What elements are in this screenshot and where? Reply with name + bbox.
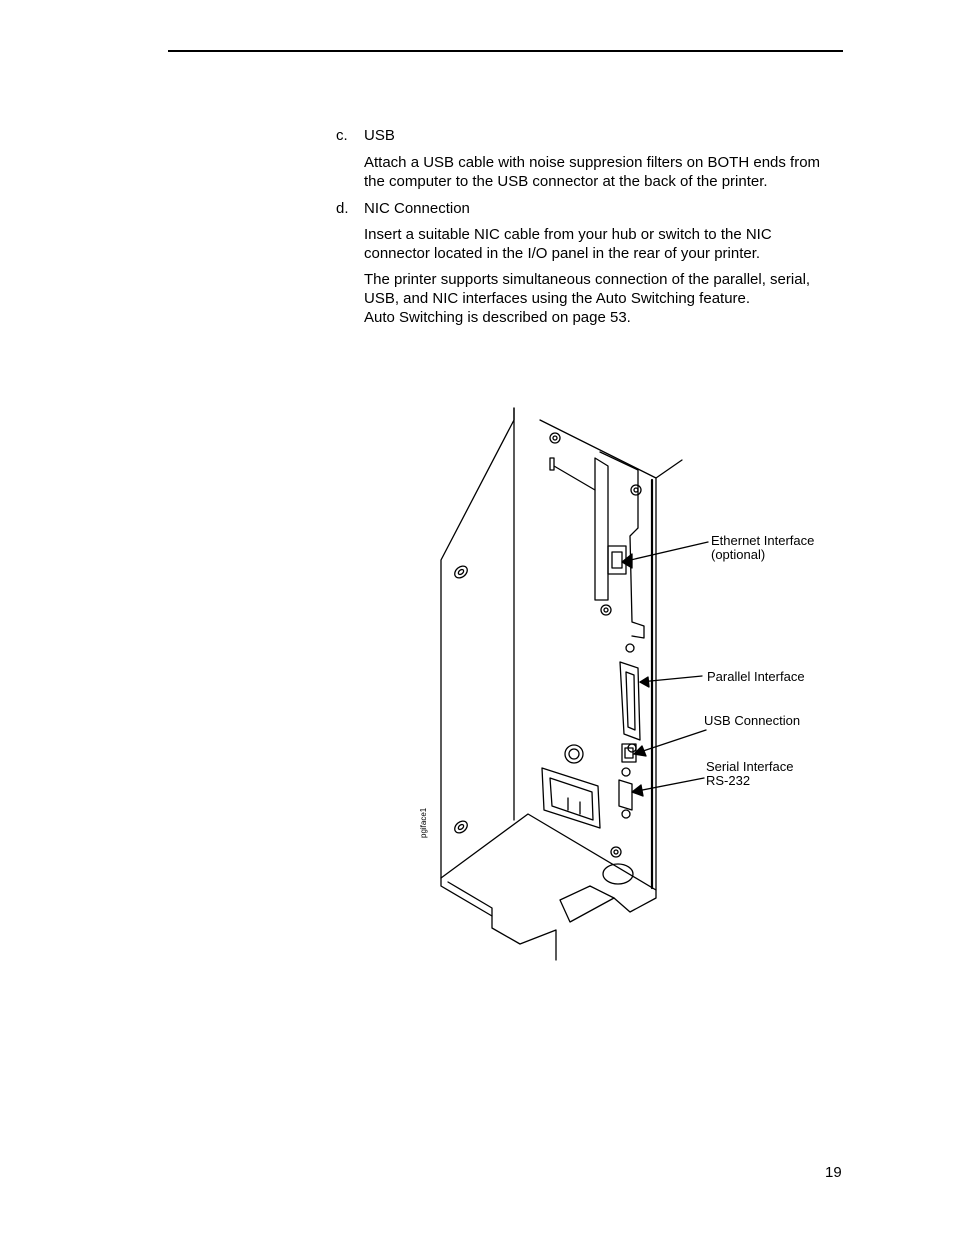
callout-line: Ethernet Interface: [711, 533, 815, 548]
figure-id: pgiface1: [419, 807, 428, 838]
printer-drawing: [420, 400, 840, 970]
side-slot-bottom: [452, 819, 469, 836]
screw-card-bottom: [601, 605, 611, 615]
parallel-port-icon: [620, 644, 640, 752]
arrowhead-ethernet: [622, 554, 632, 568]
screw-base: [611, 847, 621, 857]
screw-card-top: [631, 485, 641, 495]
step-d-letter: d.: [336, 200, 349, 217]
header-rule: [168, 50, 843, 52]
callout-line: Serial Interface: [706, 759, 794, 774]
ethernet-card-plate: [600, 452, 644, 638]
power-inlet-icon: [542, 745, 600, 828]
leader-usb: [634, 730, 706, 754]
leader-ethernet: [622, 542, 708, 562]
callout-usb-connection: USB Connection: [704, 713, 801, 728]
callout-line: (optional): [711, 547, 766, 562]
step-c-paragraph: [364, 153, 844, 191]
page-number: 19: [825, 1164, 842, 1181]
ethernet-card-bracket: [595, 458, 608, 600]
text-line: The printer supports simultaneous connection of the parallel, serial,: [364, 271, 811, 288]
leader-serial: [632, 778, 704, 792]
printer-rear-io-illustration: [420, 400, 840, 970]
top-edge-right: [656, 460, 682, 478]
ethernet-port-icon: [608, 546, 626, 574]
step-c-title: USB: [364, 127, 395, 144]
callout-ethernet-interface: [711, 534, 814, 562]
leader-parallel: [640, 676, 702, 682]
step-d-title: NIC Connection: [364, 200, 470, 217]
usb-port-icon: [622, 744, 636, 762]
callout-parallel-interface: Parallel Interface: [707, 669, 805, 684]
step-d-paragraph-2: [364, 270, 844, 327]
text-line: Insert a suitable NIC cable from your hub or switch to the NIC: [364, 226, 772, 243]
side-panel-outline: [441, 408, 514, 878]
side-slot-top: [452, 564, 469, 581]
base-tray-front: [448, 882, 556, 960]
callout-serial-interface: [706, 760, 793, 788]
text-line: connector located in the I/O panel in the rear of your printer.: [364, 245, 761, 262]
step-c-letter: c.: [336, 127, 348, 144]
base-tray-edge: [441, 878, 492, 916]
serial-port-icon: [619, 768, 632, 818]
card-guide: [550, 458, 595, 490]
handle-cutout: [560, 886, 614, 922]
arrowhead-parallel: [640, 677, 649, 687]
screw-top: [550, 433, 560, 443]
text-line: USB, and NIC interfaces using the Auto Switching feature.: [364, 290, 751, 307]
arrowhead-serial: [632, 785, 643, 796]
callout-line: RS-232: [706, 773, 751, 788]
text-line: the computer to the USB connector at the back of the printer.: [364, 173, 768, 190]
text-line: Attach a USB cable with noise suppresion filters on BOTH ends from: [364, 154, 821, 171]
step-d-paragraph-1: [364, 225, 844, 263]
text-line: Auto Switching is described on page 53.: [364, 309, 631, 326]
